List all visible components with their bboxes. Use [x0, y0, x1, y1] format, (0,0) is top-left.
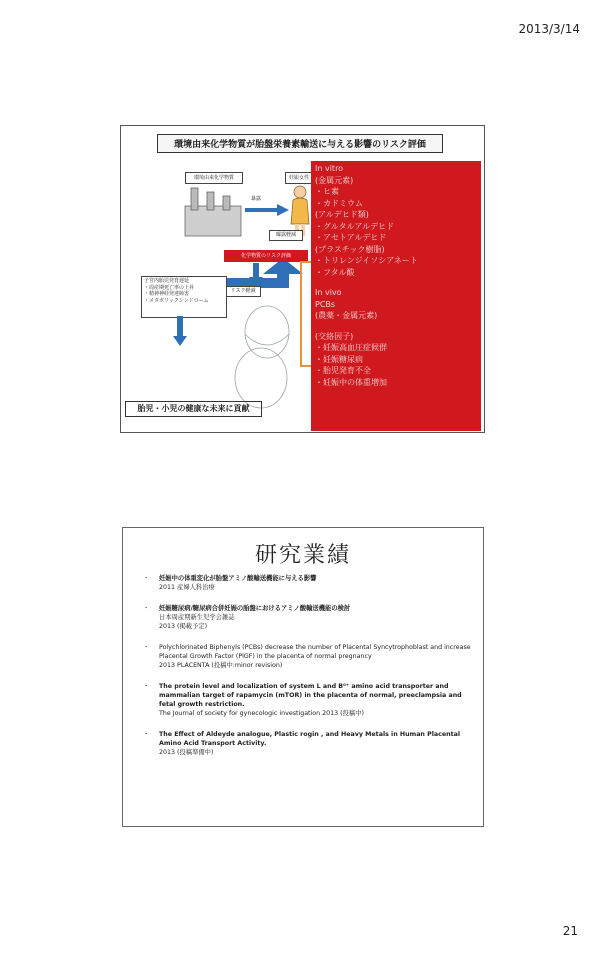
red-list-item: ・妊娠中の体重増加	[315, 377, 387, 387]
down-arrow-icon	[173, 316, 187, 346]
red-list-item: (金属元素)	[315, 175, 354, 185]
red-list-item: ・妊娠高血圧症候群	[315, 343, 387, 352]
publication-title: 妊娠中の体重変化が胎盤アミノ酸輸送機能に与える影響	[159, 575, 317, 582]
exposure-arrow-icon	[245, 204, 289, 216]
publication-title: The Effect of Aldeyde analogue, Plastic rogin , and Heavy Metals in Human Placental Amino Acid Transport Activity.	[159, 731, 461, 747]
bullet-icon: ・	[143, 683, 150, 690]
risk-reduction-box: リスク軽減	[225, 286, 261, 297]
red-list-item: ・グルタルアルデヒド	[315, 221, 395, 231]
bullet-icon: ・	[143, 731, 150, 738]
red-list-item: (農薬・金属元素)	[315, 311, 378, 320]
publication-item	[143, 643, 473, 670]
publication-item	[143, 574, 473, 592]
red-list-item: ・ヒ素	[315, 187, 339, 196]
slide-research-achievements	[122, 527, 484, 827]
effects-box	[141, 276, 227, 318]
publication-detail: 2013 (投稿準備中)	[159, 749, 214, 756]
publication-item	[143, 730, 473, 757]
red-list-item: ・カドミウム	[315, 198, 363, 208]
red-list-item: ・トリレンジイソシアネート	[315, 256, 418, 265]
red-list-spacer	[315, 322, 477, 331]
chemical-box: 環境由来化学物質	[185, 172, 243, 184]
publication-title: The protein level and localization of system L and B⁰⁺ amino acid transporter and mammalian target of rapamycin (mTOR) in the placenta of normal, preeclampsia and fetal growth restriction.	[159, 683, 462, 708]
publication-list	[143, 574, 473, 769]
effect-line: ・メタボリックシンドローム	[144, 297, 209, 304]
red-list-spacer	[315, 278, 477, 287]
red-list-item: PCBs	[315, 299, 336, 309]
slide-risk-assessment	[120, 125, 485, 433]
pregnant-woman-box: 妊娠女性	[285, 172, 313, 184]
risk-assessment-bar: 化学物質のリスク評価	[224, 250, 308, 262]
bullet-icon: ・	[143, 575, 150, 582]
bullet-icon: ・	[143, 644, 150, 651]
publication-title: 妊娠糖尿病/糖尿病合併妊娠の胎盤におけるアミノ酸輸送機能の検討	[159, 605, 351, 612]
red-list-item: ・妊娠糖尿病	[315, 354, 363, 364]
red-list-item: In vitro	[315, 164, 344, 173]
slide1-title: 環境由来化学物質が胎盤栄養素輸送に与える影響のリスク評価	[157, 134, 443, 153]
red-list-item: ・アセトアルデヒド	[315, 233, 387, 242]
exposure-label: 暴露	[251, 196, 262, 202]
contribution-box: 胎児・小児の健康な未来に貢献	[125, 401, 262, 417]
publication-title: Polychlorinated Biphenyls (PCBs) decrease the number of Placental Syncytrophoblast and increase Placental Growth Factor (PlGF) in the placenta of normal pregnancy	[159, 644, 471, 660]
publication-detail: The Journal of society for gynecologic investigation 2013 (投稿中)	[159, 710, 364, 717]
effect-line: ・精神神経発達障害	[144, 291, 190, 297]
red-overlay-list	[311, 161, 481, 431]
red-list-item: (交絡因子)	[315, 331, 354, 341]
red-list-item: ・胎児発育不全	[315, 366, 371, 375]
effect-line: 子宮内胎児発育遅延	[144, 278, 190, 284]
publication-item	[143, 604, 473, 631]
publication-detail: 2011 産婦人科治療	[159, 584, 215, 591]
red-list-item: In vivo	[315, 288, 342, 297]
down-arrow-icon	[249, 263, 263, 287]
print-date: 2013/3/14	[518, 22, 580, 36]
factory-icon	[181, 186, 243, 238]
red-list-item: (プラスチック樹脂)	[315, 244, 385, 254]
exposure-reduction-box: 曝露軽減	[269, 230, 303, 241]
publication-item	[143, 682, 473, 718]
effect-line: ・周産期死亡率の上昇	[144, 284, 195, 291]
publication-detail: 日本周産期新生児学会雑誌	[159, 614, 235, 621]
publication-detail: 2013 (掲載予定)	[159, 623, 208, 630]
red-list-item: (アルデヒド類)	[315, 210, 369, 219]
slide2-title: 研究業績	[254, 543, 351, 568]
bullet-icon: ・	[143, 605, 150, 612]
red-list-item: ・フタル酸	[315, 267, 355, 277]
page-number: 21	[562, 924, 578, 938]
publication-detail: 2013 PLACENTA (投稿中:minor revision)	[159, 662, 283, 669]
